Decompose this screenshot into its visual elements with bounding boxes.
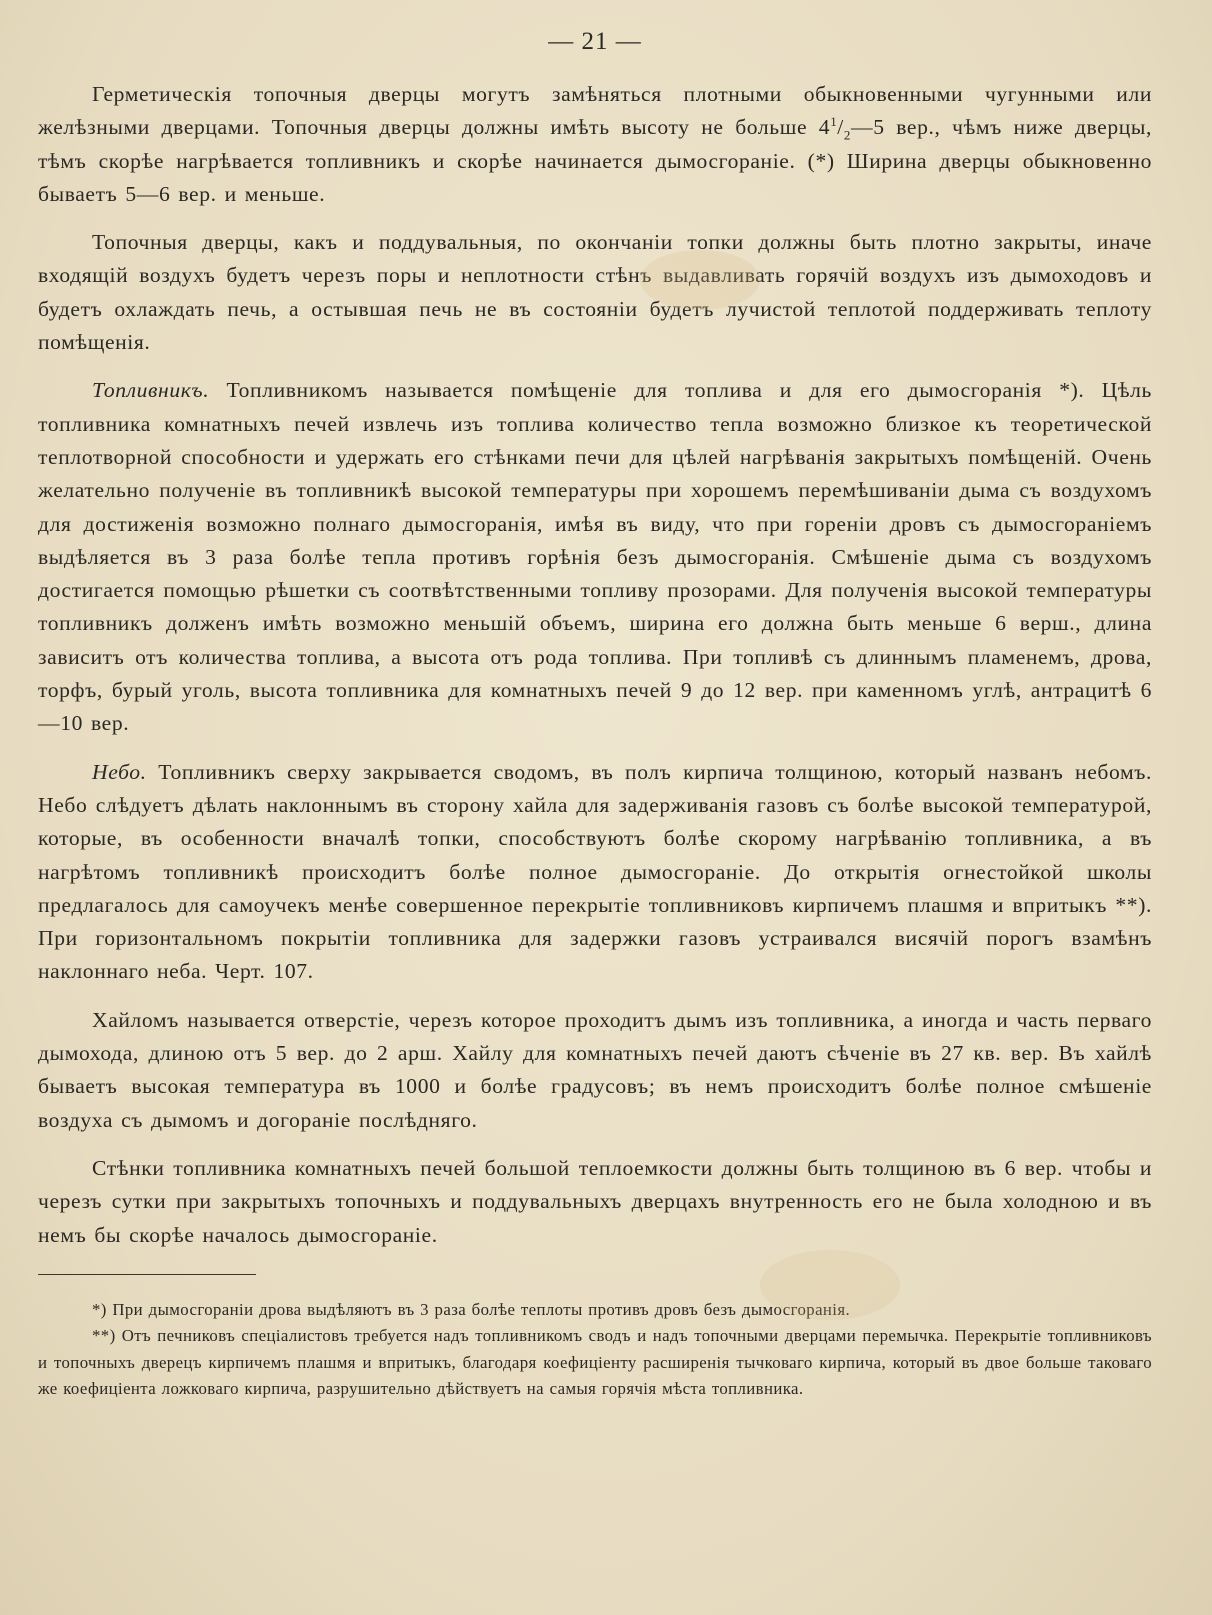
paragraph-text: —5 вер., чѣмъ ниже дверцы, тѣмъ скорѣе нагрѣвается топливникъ и скорѣе начинается дымосгораніе. (*) Ширина дверцы обыкновенно бываетъ 5—6 вер. и меньше. — [38, 115, 1152, 206]
paragraph-walls — [38, 1152, 1152, 1252]
paragraph-throat — [38, 1004, 1152, 1137]
paragraph-text: Хайломъ называется отверстіе, черезъ которое проходитъ дымъ изъ топливника, а иногда и часть перваго дымохода, длиною отъ 5 вер. до 2 арш. Хайлу для комнатныхъ печей даютъ сѣченіе въ 27 кв. вер. Въ хайлѣ бываетъ высокая температура въ 1000 и болѣе градусовъ; въ немъ происходитъ болѣе полное смѣшеніе воздуха съ дымомъ и догораніе послѣдняго. — [38, 1007, 1152, 1132]
fraction-slash: / — [837, 115, 844, 140]
paragraph-text: Топливникъ сверху закрывается сводомъ, въ полъ кирпича толщиною, который названъ небомъ. Небо слѣдуетъ дѣлать наклоннымъ въ сторону хайла для задерживанія газовъ съ болѣе высокой температурой, которые, въ особенности вначалѣ топки, способствуютъ болѣе скорому нагрѣванію топливника, а въ нагрѣтомъ топливникѣ происходитъ болѣе полное дымосгораніе. До открытія огнестойкой школы предлагалось для самоучекъ менѣе совершенное перекрытіе топливниковъ кирпичемъ плашмя и впритыкъ **). При горизонтальномъ покрытіи топливника для задержки газовъ устраивался висячій порогъ взамѣнъ наклоннаго неба. Черт. 107. — [38, 759, 1152, 984]
paragraph-doors — [38, 78, 1152, 211]
footnotes — [38, 1297, 1152, 1403]
paragraph-firebox — [38, 374, 1152, 740]
footnote-2: **) Отъ печниковъ спеціалистовъ требуется надъ топливникомъ сводъ и надъ топочными дверцами перемычка. Перекрытіе топливниковъ и топочныхъ дверецъ кирпичемъ плашмя и впритыкъ, благодаря коефиціенту расширенія тычковаго кирпича, который въ двое больше таковаго же коефиціента ложковаго кирпича, разрушительно дѣйствуетъ на самыя горячія мѣста топливника. — [38, 1326, 1152, 1399]
paragraph-sky — [38, 756, 1152, 989]
main-text — [38, 78, 1152, 1252]
footnote-1: *) При дымосгораніи дрова выдѣляютъ въ 3 раза болѣе теплоты противъ дровъ безъ дымосгоранія. — [92, 1299, 851, 1319]
fraction-numerator: 1 — [830, 114, 838, 130]
paragraph-text: Стѣнки топливника комнатныхъ печей большой теплоемкости должны быть толщиною въ 6 вер. чтобы и черезъ сутки при закрытыхъ топочныхъ и поддувальныхъ дверцахъ внутренность его не была холодною и въ немъ бы скорѣе началось дымосгораніе. — [38, 1155, 1152, 1247]
fraction-denominator: 2 — [843, 127, 852, 143]
paragraph-closing-doors — [38, 226, 1152, 359]
section-lead: Небо. — [92, 759, 147, 784]
page-number: — 21 — — [548, 28, 642, 55]
paragraph-text: Топочныя дверцы, какъ и поддувальныя, по окончаніи топки должны быть плотно закрыты, иначе входящій воздухъ будетъ черезъ поры и неплотности стѣнъ выдавливать горячій воздухъ изъ дымоходовъ и будетъ охлаждать печь, а остывшая печь не въ состояніи будетъ лучистой теплотой поддерживать теплоту помѣщенія. — [38, 230, 1152, 355]
section-lead: Топливникъ. — [92, 378, 210, 403]
footnote-divider — [38, 1274, 256, 1275]
paragraph-text: Герметическія топочныя дверцы могутъ замѣняться плотными обыкновенными чугунными или желѣзными дверцами. Топочныя дверцы должны имѣть высоту не больше 4 — [38, 82, 1152, 140]
paragraph-text: Топливникомъ называется помѣщеніе для топлива и для его дымосгоранія *). Цѣль топливника комнатныхъ печей извлечь изъ топлива количество тепла возможно близкое къ теоретической теплотворной способности и удержать его стѣнками печи для цѣлей нагрѣванія закрытыхъ помѣщеній. Очень желательно полученіе въ топливникѣ высокой температуры при хорошемъ перемѣшиваніи дыма съ воздухомъ для достиженія возможно полнаго дымосгоранія, имѣя въ виду, что при гореніи дровъ съ дымосгораніемъ выдѣляется въ 3 раза болѣе тепла противъ горѣнія безъ дымосгоранія. Смѣшеніе дыма съ воздухомъ достигается помощью рѣшетки съ соотвѣтственными топливу прозорами. Для полученія высокой температуры топливникъ долженъ имѣть возможно меньшій объемъ, ширина его должна быть меньше 6 верш., длина зависитъ отъ количества топлива, а высота отъ рода топлива. При топливѣ съ длиннымъ пламенемъ, дрова, торфъ, бурый уголь, высота топливника для комнатныхъ печей 9 до 12 вер. при каменномъ углѣ, антрацитѣ 6—10 вер. — [38, 378, 1152, 736]
